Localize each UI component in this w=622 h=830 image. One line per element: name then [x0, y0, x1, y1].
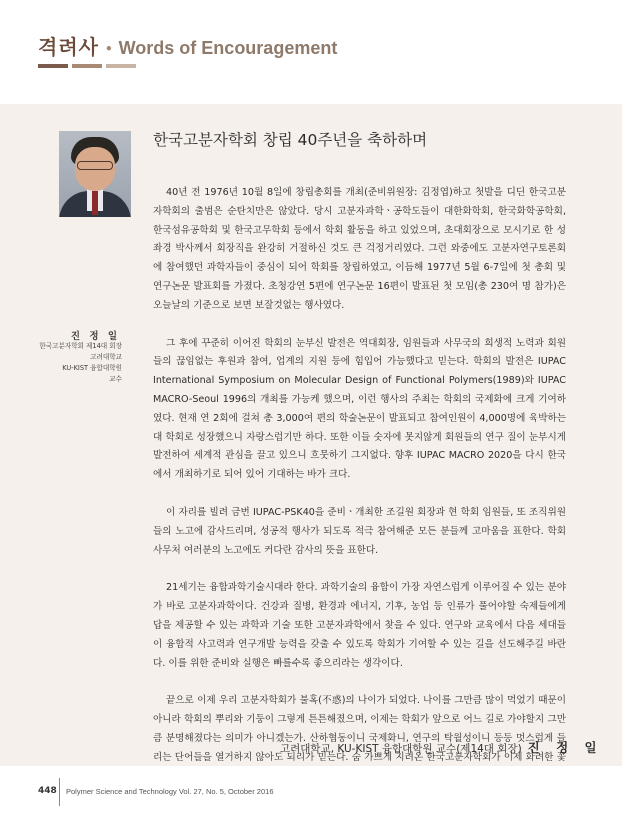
article-paragraph: 21세기는 융합과학기술시대라 한다. 과학기술의 융합이 가장 자연스럽게 이루어질 수 있는 분야가 바로 고분자과학이다. 건강과 질병, 환경과 에너지, 기후, 농업 등 인류가 풀어야할 숙제들에게 답을 제공할 수 있는 과학과 기술 또한 고분자과학에서 찾을 수 있다. 연구와 교육에서 다음 세대들이 융합적 사고력과 연구개발 능력을 갖출 수 있도록 학회가 기여할 수 있는 길을 선도해주길 바란다. 이를 위한 준비와 실행은 빠를수록 좋으리라는 생각이다.	[153, 582, 566, 669]
author-affiliation-line: KU-KIST 융합대학원	[62, 364, 122, 372]
section-title-english: Words of Encouragement	[118, 38, 338, 58]
photo-glasses	[77, 161, 113, 170]
journal-info: Polymer Science and Technology Vol. 27, No. 5, October 2016	[66, 787, 274, 796]
article-paragraph: 이 자리를 빌려 금번 IUPAC-PSK40을 준비ㆍ개최한 조길원 회장과 현 학회 임원들, 또 조직위원들의 노고에 감사드리며, 성공적 행사가 되도록 적극 참여해준 모든 분들께 고마움을 표한다. 학회 사무처 여러분의 노고에도 커다란 감사의 뜻을 표한다.	[153, 506, 566, 556]
author-affiliation	[22, 341, 122, 385]
footer-divider	[59, 778, 60, 806]
title-separator: •	[104, 41, 113, 56]
author-affiliation-line: 고려대학교	[90, 353, 122, 361]
author-name: 진 정 일	[70, 331, 120, 342]
article-paragraph: 그 후에 꾸준히 이어진 학회의 눈부신 발전은 역대회장, 임원들과 사무국의 희생적 노력과 회원들의 끊임없는 후원과 참여, 업계의 지원 등에 힘입어 가능했다고 믿는다. 학회의 발전은 IUPAC International Symposium on Molecular Design of Functional Polymers(1989)와 IUPAC MACRO-Seoul 1996의 개최를 가능케 했으며, 이런 행사의 주최는 학회의 국제화에 크게 기여하였다. 현재 연 2회에 걸쳐 총 3,000여 편의 학술논문이 발표되고 참여인원이 4,000명에 육박하는 대 학회로 성장했으니 자랑스럽기만 하다. 또한 이들 숫자에 못지않게 회원들의 연구 질이 눈부시게 발전하여 세계적 관심을 끌고 있으니 흐뭇하기 그지없다. 향후 IUPAC MACRO 2020을 다시 한국에서 개최하기로 되어 있어 기대하는 바가 크다.	[153, 337, 566, 481]
author-affiliation-line: 교수	[109, 375, 122, 383]
article-panel	[0, 104, 622, 766]
page-footer	[0, 766, 622, 830]
author-photo	[59, 131, 131, 217]
photo-tie	[92, 191, 98, 215]
signature-name: 진 정 일	[527, 740, 603, 755]
article-body	[153, 184, 566, 805]
author-affiliation-line: 한국고분자학회 제14대 회장	[39, 342, 122, 350]
article-title: 한국고분자학회 창립 40주년을 축하하며	[153, 131, 428, 149]
article-paragraph: 끝으로 이제 우리 고분자학회가 불혹(不惑)의 나이가 되었다. 나이를 그만큼 많이 먹었기 때문이 아니라 학회의 뿌리와 기둥이 그렇게 튼튼해졌으며, 이제는 학회가 앞으로 어느 길로 가야할지 그만큼 분명해졌다는 의미가 아니겠는가. 산하협동이니 국제화니, 연구의 탁월성이니 등등 멋스럽게 들리는 단어들을 열거하지 않아도 되리가 믿는다. 숨 가쁘게 지려온 한국고분자학회가 이제 화려한 꽃	[153, 695, 566, 763]
page-header	[0, 0, 622, 104]
section-title	[38, 30, 337, 66]
article-paragraph: 40년 전 1976년 10월 8일에 창립총회를 개최(준비위원장: 김정엽)하고 첫발을 디딘 한국고분자학회의 출범은 순탄치만은 않았다. 당시 고분자과학ㆍ공학도들이 대한화학회, 한국화학공학회, 한국섬유공학회 및 한국고무학회 등에서 학회 활동을 하고 있었으며, 초대회장으로 모시기로 한 성좌경 박사께서 회장직을 완강히 거절하신 것도 큰 걱정거리였다. 그런 와중에도 고분자연구토론회에 참여했던 과학자들이 중심이 되어 학회를 창립하였고, 이듬해 1977년 5월 6-7일에 첫 총회 및 연구논문 발표회를 가졌다. 초청강연 5편에 연구논문 16편이 발표된 첫 모임(총 230여 명 참가)은 오늘날의 기준으로 보면 보잘것없는 행사였다.	[153, 187, 566, 311]
signature	[280, 738, 603, 756]
signature-affiliation: 고려대학교, KU-KIST 융합대학원 교수(제14대 회장)	[280, 743, 522, 755]
decorative-bar	[38, 64, 68, 68]
decorative-bar	[106, 64, 136, 68]
section-title-korean: 격려사	[38, 35, 99, 59]
page-number: 448	[38, 786, 57, 796]
decorative-bar	[72, 64, 102, 68]
